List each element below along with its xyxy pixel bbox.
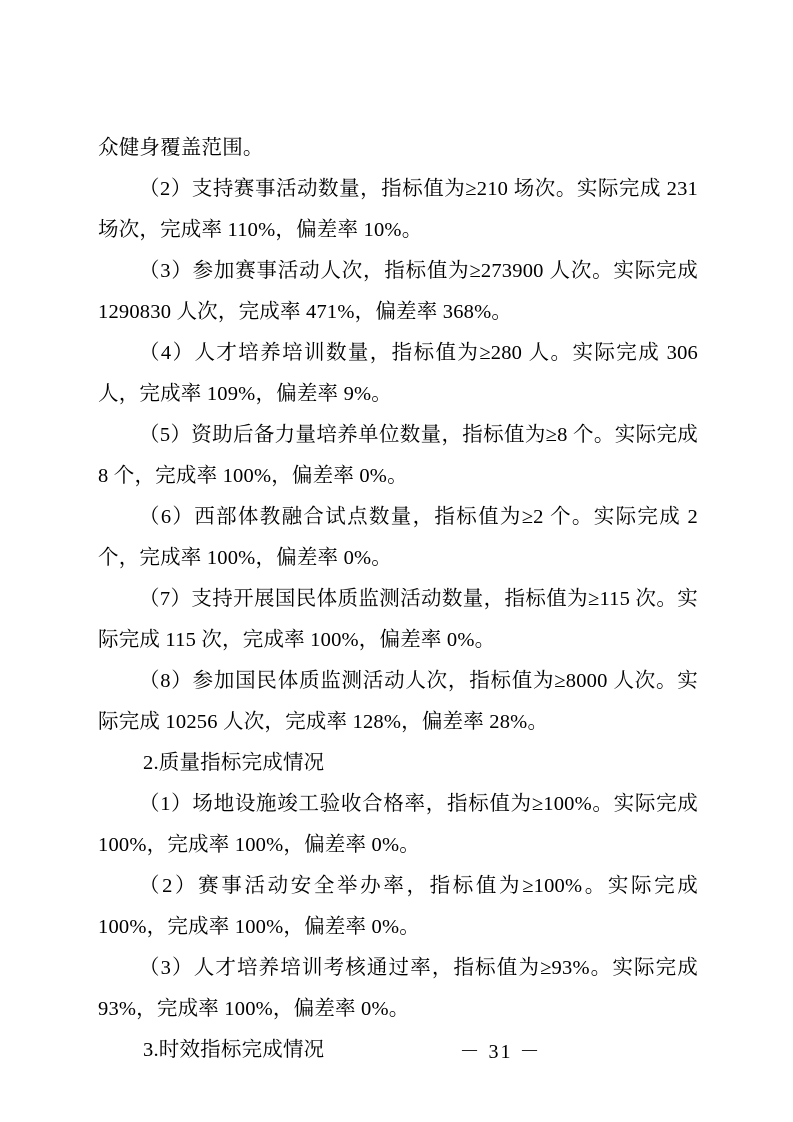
paragraph-item-7: （7）支持开展国民体质监测活动数量，指标值为≥115 次。实际完成 115 次，完成率 100%，偏差率 0%。 <box>98 588 698 651</box>
page-body-text <box>98 128 704 1071</box>
section-heading-timeliness-indicators: 3.时效指标完成情况 <box>143 1039 325 1061</box>
paragraph-item-3: （3）参加赛事活动人次，指标值为≥273900 人次。实际完成 1290830 人次，完成率 471%，偏差率 368%。 <box>98 260 704 323</box>
paragraph-item-6: （6）西部体教融合试点数量，指标值为≥2 个。实际完成 2 个，完成率 100%，偏差率 0%。 <box>98 506 704 569</box>
page-number: － 31 － <box>459 1041 542 1063</box>
paragraph-quality-item-3: （3）人才培养培训考核通过率，指标值为≥93%。实际完成 93%，完成率 100%，偏差率 0%。 <box>98 957 704 1020</box>
paragraph-quality-item-1: （1）场地设施竣工验收合格率，指标值为≥100%。实际完成 100%，完成率 100%，偏差率 0%。 <box>98 793 704 856</box>
paragraph-continuation: 众健身覆盖范围。 <box>98 137 264 159</box>
paragraph-quality-item-2: （2）赛事活动安全举办率，指标值为≥100%。实际完成 100%，完成率 100%，偏差率 0%。 <box>98 875 704 938</box>
section-heading-quality-indicators: 2.质量指标完成情况 <box>143 752 325 774</box>
paragraph-item-2: （2）支持赛事活动数量，指标值为≥210 场次。实际完成 231 场次，完成率 110%，偏差率 10%。 <box>98 178 704 241</box>
paragraph-item-5: （5）资助后备力量培养单位数量，指标值为≥8 个。实际完成 8 个，完成率 100%，偏差率 0%。 <box>98 424 704 487</box>
paragraph-item-8: （8）参加国民体质监测活动人次，指标值为≥8000 人次。实际完成 10256 人次，完成率 128%，偏差率 28%。 <box>98 670 698 733</box>
paragraph-item-4: （4）人才培养培训数量，指标值为≥280 人。实际完成 306 人，完成率 109%，偏差率 9%。 <box>98 342 704 405</box>
